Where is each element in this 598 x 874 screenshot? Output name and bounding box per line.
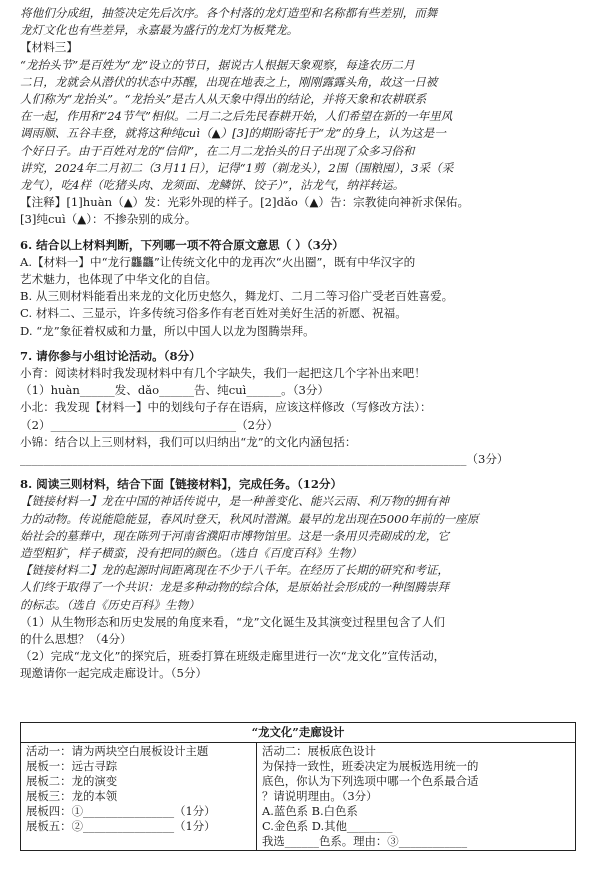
text-line: 的标志。（选自《历史百科》生物） [20,597,200,612]
color-row: 为保持一致性，班委决定为展板选用统一的 [262,759,479,773]
color-row: C.金色系 D.其他________ [262,819,393,833]
text-line: 讲究，2024年二月初二（3月11日），记得“1剪（剃龙头），2围（围粮囤），3采（采 [20,160,454,175]
text-line: 力的动物。传说能隐能显，春风时登天，秋风时潜渊。最早的龙出现在5000年前的一座原 [20,511,479,526]
text-line: 人们称为“龙抬头”。“龙抬头”是古人从天象中得出的结论，并将天象和农耕联系 [20,92,427,106]
text-line: [3]纯cuì（▲）：不掺杂别的成分。 [20,212,197,227]
board-row: 展板三：龙的本领 [26,789,118,803]
text-line: 的什么思想？（4分） [20,632,132,646]
text-line: 将他们分成组，抽签决定先后次序。各个村落的龙灯造型和名称都有些差别，而舞 [20,6,438,20]
table-caption: “龙文化”走廊设计 [21,723,576,743]
text-line: 龙气），吃4样（吃猪头肉、龙须面、龙鳞饼、饺子）”，沾龙气，纳祥转运。 [20,178,405,192]
text-line: 小育：阅读材料时我发现材料中有几个字缺失，我们一起把这几个字补出来吧！ [20,366,426,380]
text-line: 艺术魅力，也体现了中华文化的自信。 [20,272,218,286]
text-line: B. 从三则材料能看出来龙的文化历史悠久，舞龙灯、二月二等习俗广受老百姓喜爱。 [20,289,454,304]
text-line: “龙抬头节”是百姓为“龙”设立的节日，据说古人根据天象观察，每逢农历二月 [20,57,415,72]
text-line: 人们终于取得了一个共识：龙是多种动物的综合体，是原始社会形成的一种图腾崇拜 [20,580,449,595]
board-row: 展板二：龙的演变 [26,774,118,788]
question-heading: 6. 结合以上材料判断，下列哪一项不符合原文意思（ ）（3分） [20,237,344,252]
text-line: 现邀请你一起完成走廊设计。（5分） [20,666,208,681]
question-heading: 8. 阅读三则材料，结合下面【链接材料】，完成任务。（12分） [20,477,343,492]
text-line: （2）完成“龙文化”的探究后，班委打算在班级走廊里进行一次“龙文化”宣传活动， [20,649,446,664]
text-line: 个好日子。由于百姓对龙的“信仰”，在二月二龙抬头的日子出现了众多习俗和 [20,143,415,158]
color-row: ？请说明理由。（3分） [262,789,378,803]
text-line: C. 材料二、三显示，许多传统习俗多作有老百姓对美好生活的祈愿、祝福。 [20,306,407,321]
activity-two-cell [257,743,576,851]
color-row: A.蓝色系 B.白色系 [262,804,358,818]
text-line: 二日，龙就会从潜伏的状态中苏醒，出现在地表之上，刚刚露露头角，故这一日被 [20,74,438,89]
question-heading: 7. 请你参与小组讨论活动。（8分） [20,348,201,363]
text-line: （2）________________________________（2分） [20,417,279,432]
text-line: 始社会的墓葬中，现在陈列于河南省濮阳市博物馆里。这是一条用贝壳砌成的龙，它 [20,528,449,543]
activity-one-title: 活动一：请为两块空白展板设计主题 [26,744,209,758]
board-row: 展板四：①________________（1分） [26,804,216,818]
color-row: 我选______色系。理由：③____________ [262,834,468,848]
text-line: D. “龙”象征着权威和力量，所以中国人以龙为图腾崇拜。 [20,323,315,338]
text-line: 调雨顺、五谷丰登，就将这种纯cuì（▲）[3]的期盼寄托于“龙”的身上，认为这是一 [20,126,446,141]
activity-two-title: 活动二：展板底色设计 [262,744,376,758]
activity-one-cell [21,743,257,851]
text-line: 【注释】[1]huàn（▲）发：光彩外现的样子。[2]dǎo（▲）告：宗教徒向神祈求保佑。 [20,195,470,210]
text-line: （1）huàn______发、dǎo______告、纯cuì______。（3分） [20,383,330,398]
board-row: 展板五：②________________（1分） [26,819,216,833]
text-line: 龙灯文化也有些差异，永嘉最为盛行的龙灯为板凳龙。 [20,23,299,38]
text-line: 小锦：结合以上三则材料，我们可以归纳出“龙”的文化内涵包括： [20,434,357,449]
board-row: 展板一：远古寻踪 [26,759,118,773]
color-row: 底色，你认为下列选项中哪一个色系最合适 [262,774,479,788]
text-line: 【材料三】 [20,40,78,55]
text-line: 【链接材料一】龙在中国的神话传说中，是一种善变化、能兴云雨、利万物的拥有神 [20,494,449,509]
text-line: 在一起，作用和“24节气”相似。二月二之后先民春耕开始，人们希望在新的一年里风 [20,109,453,124]
text-line: 造型粗犷，样子横蛮，没有把同的颜色。（选自《百度百科》生物） [20,546,363,560]
text-line: A.【材料一】中“龙行龘龘”让传统文化中的龙再次“火出圈”，既有中华汉字的 [20,254,416,269]
corridor-design-table [20,722,576,851]
text-line: 【链接材料二】龙的起源时间距离现在不少于八千年。在经历了长期的研究和考证， [20,563,449,578]
text-line: _____________________________________________________________________________（3分） [20,452,509,466]
text-line: （1）从生物形态和历史发展的角度来看，“龙”文化诞生及其演变过程里包含了人们 [20,614,446,629]
text-line: 小北：我发现【材料一】中的划线句子存在语病，应该这样修改（写修改方法）： [20,400,432,415]
